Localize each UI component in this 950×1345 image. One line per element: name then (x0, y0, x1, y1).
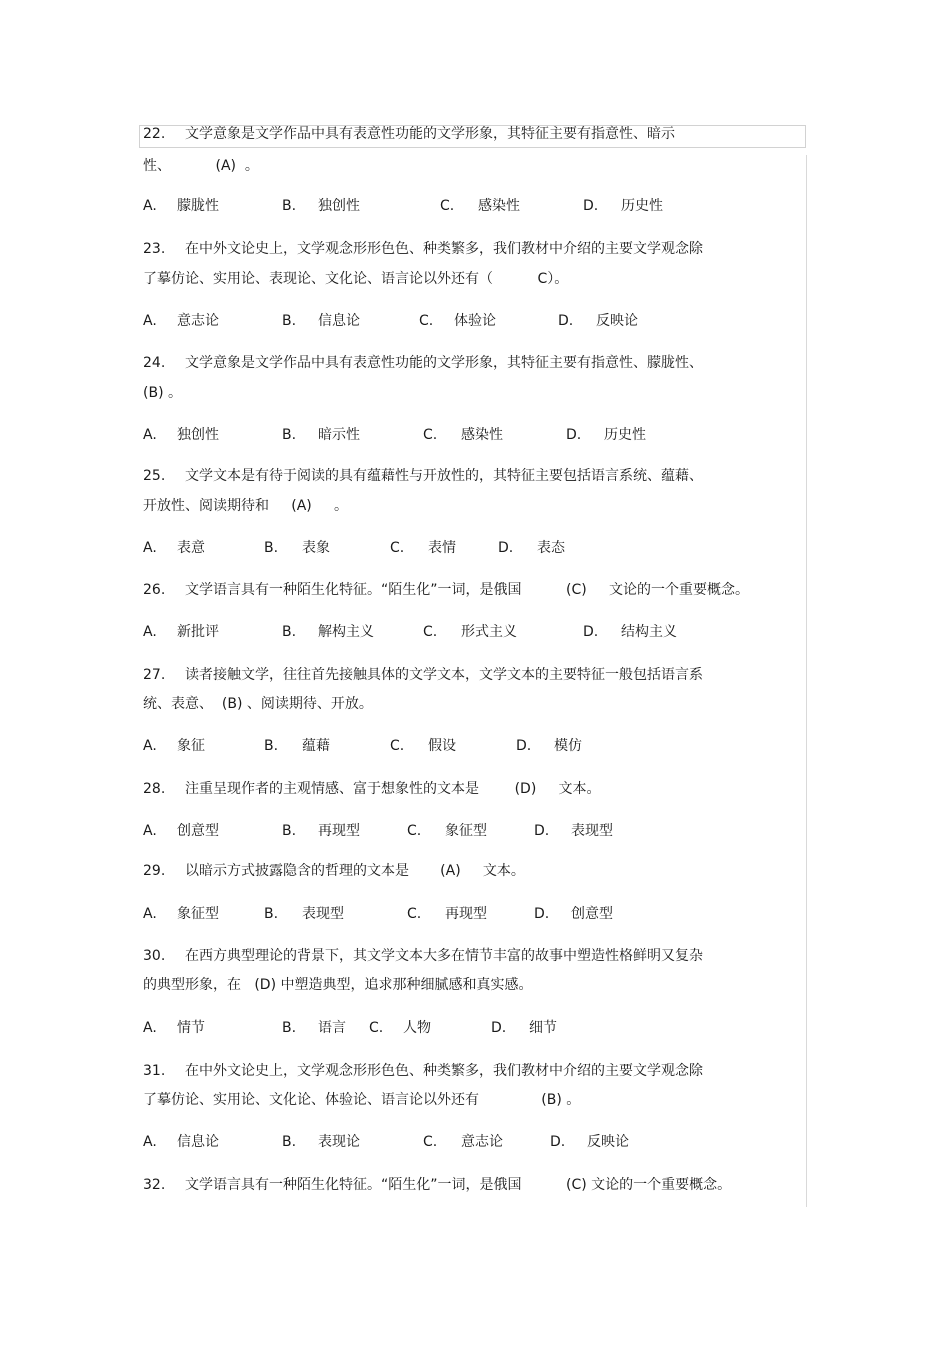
option-text: 反映论 (587, 1134, 629, 1150)
option-letter: D. (534, 823, 550, 839)
option-letter: A. (143, 198, 157, 214)
page-right-rule (806, 155, 807, 1207)
option-text: 独创性 (318, 198, 360, 214)
question-stem (143, 467, 703, 485)
question-number: 31. (143, 1063, 166, 1079)
option-text: 形式主义 (461, 624, 517, 640)
question-number: 22. (143, 126, 166, 142)
question-text: 了摹仿论、实用论、表现论、文化论、语言论以外还有（ C）。 (143, 271, 569, 287)
option-letter: C. (407, 823, 422, 839)
question-text: 以暗示方式披露隐含的哲理的文本是 (A) 文本。 (185, 863, 525, 879)
option-text: 表现型 (571, 823, 613, 839)
option-text: 再现型 (318, 823, 360, 839)
question-number: 28. (143, 781, 166, 797)
option-letter: B. (282, 427, 297, 443)
option-letter: D. (583, 624, 599, 640)
option-text: 表情 (428, 540, 456, 556)
question-stem-continued (143, 1091, 580, 1109)
question-number: 27. (143, 667, 166, 683)
question-text: 统、表意、 (B) 、阅读期待、开放。 (143, 696, 373, 712)
option-text: 象征 (177, 738, 205, 754)
option-text: 表现型 (302, 906, 344, 922)
question-stem (143, 125, 675, 143)
question-text: 注重呈现作者的主观情感、富于想象性的文本是 (D) 文本。 (185, 781, 601, 797)
option-text: 语言 (318, 1020, 346, 1036)
question-stem (143, 1062, 703, 1080)
option-text: 创意型 (571, 906, 613, 922)
option-letter: A. (143, 906, 157, 922)
question-stem (143, 666, 703, 684)
option-letter: A. (143, 427, 157, 443)
question-text: 了摹仿论、实用论、文化论、体验论、语言论以外还有 (B) 。 (143, 1092, 581, 1108)
option-letter: C. (423, 427, 438, 443)
option-letter: B. (282, 313, 297, 329)
option-text: 假设 (428, 738, 456, 754)
option-text: 模仿 (554, 738, 582, 754)
option-text: 情节 (177, 1020, 205, 1036)
option-letter: A. (143, 1020, 157, 1036)
question-text: 文学意象是文学作品中具有表意性功能的文学形象，其特征主要有指意性、朦胧性、 (185, 355, 703, 371)
question-stem (143, 862, 525, 880)
option-text: 意志论 (461, 1134, 503, 1150)
question-number: 25. (143, 468, 166, 484)
option-text: 反映论 (596, 313, 638, 329)
question-stem (143, 354, 703, 372)
question-text: 性、 (A) 。 (143, 158, 259, 174)
question-number: 30. (143, 948, 166, 964)
option-letter: B. (264, 738, 279, 754)
option-letter: D. (491, 1020, 507, 1036)
option-letter: D. (558, 313, 574, 329)
question-stem (143, 947, 703, 965)
option-text: 新批评 (177, 624, 219, 640)
option-text: 历史性 (621, 198, 663, 214)
option-letter: C. (423, 624, 438, 640)
question-text: 文学意象是文学作品中具有表意性功能的文学形象，其特征主要有指意性、暗示 (185, 126, 675, 142)
option-text: 象征型 (177, 906, 219, 922)
option-letter: A. (143, 738, 157, 754)
option-text: 人物 (403, 1020, 431, 1036)
option-letter: C. (423, 1134, 438, 1150)
option-text: 朦胧性 (177, 198, 219, 214)
option-text: 再现型 (445, 906, 487, 922)
question-stem (143, 780, 601, 798)
option-text: 表现论 (318, 1134, 360, 1150)
question-text: (B) 。 (143, 385, 182, 401)
question-stem-continued (143, 270, 568, 288)
option-letter: A. (143, 823, 157, 839)
question-text: 开放性、阅读期待和 (A) 。 (143, 498, 349, 514)
option-text: 历史性 (604, 427, 646, 443)
option-letter: D. (516, 738, 532, 754)
option-text: 体验论 (454, 313, 496, 329)
option-letter: C. (390, 540, 405, 556)
question-text: 的典型形象，在 (D) 中塑造典型，追求那种细腻感和真实感。 (143, 977, 533, 993)
option-letter: B. (264, 906, 279, 922)
question-stem-continued (143, 695, 373, 713)
option-letter: D. (566, 427, 582, 443)
question-text: 在西方典型理论的背景下，其文学文本大多在情节丰富的故事中塑造性格鲜明又复杂 (185, 948, 703, 964)
question-stem (143, 240, 703, 258)
option-text: 意志论 (177, 313, 219, 329)
question-text: 文学文本是有待于阅读的具有蕴藉性与开放性的，其特征主要包括语言系统、蕴藉、 (185, 468, 703, 484)
option-text: 表象 (302, 540, 330, 556)
option-letter: B. (282, 823, 297, 839)
option-letter: D. (583, 198, 599, 214)
question-text: 文学语言具有一种陌生化特征。“陌生化”一词，是俄国 (C) 文论的一个重要概念。 (185, 582, 749, 598)
option-text: 表意 (177, 540, 205, 556)
option-text: 感染性 (478, 198, 520, 214)
option-text: 信息论 (318, 313, 360, 329)
question-text: 读者接触文学，往往首先接触具体的文学文本，文学文本的主要特征一般包括语言系 (185, 667, 703, 683)
question-text: 在中外文论史上，文学观念形形色色、种类繁多，我们教材中介绍的主要文学观念除 (185, 1063, 703, 1079)
option-letter: A. (143, 1134, 157, 1150)
question-stem-continued (143, 497, 348, 515)
option-letter: B. (282, 1134, 297, 1150)
option-letter: A. (143, 540, 157, 556)
option-letter: D. (534, 906, 550, 922)
option-text: 创意型 (177, 823, 219, 839)
question-stem-continued (143, 157, 259, 175)
option-letter: C. (419, 313, 434, 329)
option-text: 暗示性 (318, 427, 360, 443)
option-text: 解构主义 (318, 624, 374, 640)
question-number: 29. (143, 863, 166, 879)
option-letter: C. (440, 198, 455, 214)
option-letter: B. (282, 1020, 297, 1036)
question-number: 24. (143, 355, 166, 371)
question-stem-continued (143, 384, 182, 402)
option-letter: A. (143, 624, 157, 640)
option-letter: D. (498, 540, 514, 556)
option-text: 结构主义 (621, 624, 677, 640)
option-text: 细节 (529, 1020, 557, 1036)
option-text: 表态 (537, 540, 565, 556)
option-text: 象征型 (445, 823, 487, 839)
question-text: 文学语言具有一种陌生化特征。“陌生化”一词，是俄国 (C) 文论的一个重要概念。 (185, 1177, 732, 1193)
option-letter: C. (390, 738, 405, 754)
option-letter: D. (550, 1134, 566, 1150)
question-text: 在中外文论史上，文学观念形形色色、种类繁多，我们教材中介绍的主要文学观念除 (185, 241, 703, 257)
question-stem-continued (143, 976, 533, 994)
question-stem (143, 581, 749, 599)
question-stem (143, 1176, 731, 1194)
question-number: 23. (143, 241, 166, 257)
option-text: 感染性 (461, 427, 503, 443)
option-letter: B. (282, 198, 297, 214)
option-letter: A. (143, 313, 157, 329)
option-text: 信息论 (177, 1134, 219, 1150)
option-letter: C. (369, 1020, 384, 1036)
option-letter: B. (264, 540, 279, 556)
option-text: 蕴藉 (302, 738, 330, 754)
option-letter: C. (407, 906, 422, 922)
option-letter: B. (282, 624, 297, 640)
question-number: 26. (143, 582, 166, 598)
question-number: 32. (143, 1177, 166, 1193)
option-text: 独创性 (177, 427, 219, 443)
